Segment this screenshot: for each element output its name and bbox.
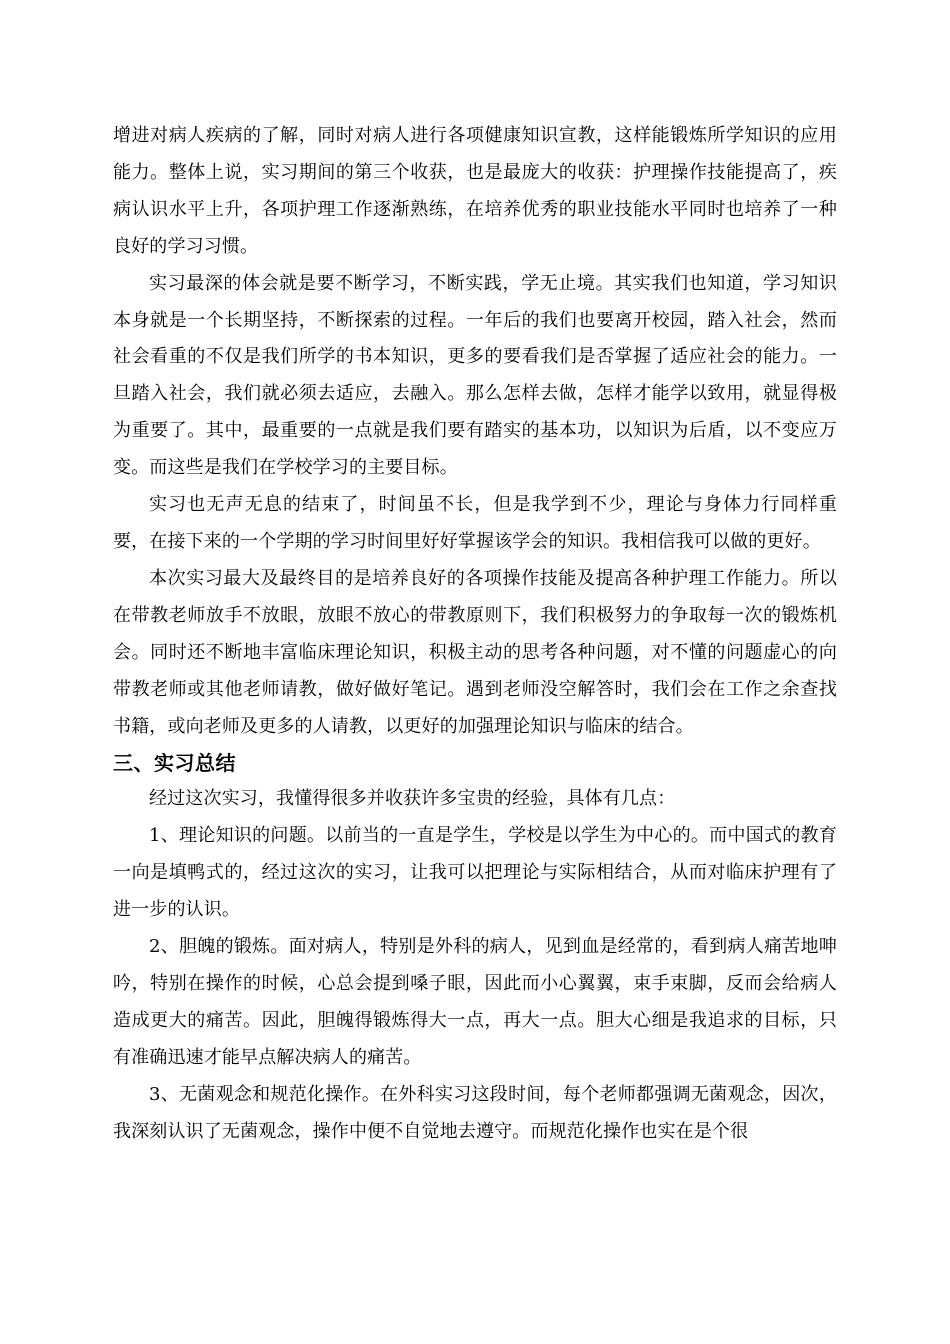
paragraph-continued: 增进对病人疾病的了解，同时对病人进行各项健康知识宣教，这样能锻炼所学知识的应用能力。整体上说，实习期间的第三个收获，也是最庞大的收获：护理操作技能提高了，疾病认识水平上升，各项护理工作逐渐熟练，在培养优秀的职业技能水平同时也培养了一种良好的学习习惯。: [113, 125, 837, 257]
paragraph-point-theory: 1、理论知识的问题。以前当的一直是学生，学校是以学生为中心的。而中国式的教育一向是填鸭式的，经过这次的实习，让我可以把理论与实际相结合，从而对临床护理有了进一步的认识。: [113, 825, 837, 921]
paragraph-internship-end: 实习也无声无息的结束了，时间虽不长，但是我学到不少，理论与身体力行同样重要，在接下来的一个学期的学习时间里好好掌握该学会的知识。我相信我可以做的更好。: [113, 494, 837, 552]
paragraph-point-aseptic: 3、无菌观念和规范化操作。在外科实习这段时间，每个老师都强调无菌观念，因次，我深刻认识了无菌观念，操作中便不自觉地去遵守。而规范化操作也实在是个很: [113, 1083, 837, 1142]
document-body: [113, 118, 837, 1150]
paragraph-internship-goal: 本次实习最大及最终目的是培养良好的各项操作技能及提高各种护理工作能力。所以在带教老师放手不放眼，放眼不放心的带教原则下，我们积极努力的争取每一次的锻炼机会。同时还不断地丰富临床理论知识，积极主动的思考各种问题，对不懂的问题虚心的向带教老师或其他老师请教，做好做好笔记。遇到老师没空解答时，我们会在工作之余查找书籍，或向老师及更多的人请教，以更好的加强理论知识与临床的结合。: [113, 567, 837, 737]
section-heading: 三、实习总结: [113, 751, 236, 776]
paragraph-point-courage: 2、胆魄的锻炼。面对病人，特别是外科的病人，见到血是经常的，看到病人痛苦地呻吟，特别在操作的时候，心总会提到嗓子眼，因此而小心翼翼，束手束脚，反而会给病人造成更大的痛苦。因此，胆魄得锻炼得大一点，再大一点。胆大心细是我追求的目标，只有准确迅速才能早点解决病人的痛苦。: [113, 936, 837, 1068]
paragraph-practice-insight: 实习最深的体会就是要不断学习，不断实践，学无止境。其实我们也知道，学习知识本身就是一个长期坚持，不断探索的过程。一年后的我们也要离开校园，踏入社会，然而社会看重的不仅是我们所学的书本知识，更多的要看我们是否掌握了适应社会的能力。一旦踏入社会，我们就必须去适应，去融入。那么怎样去做，怎样才能学以致用，就显得极为重要了。其中，最重要的一点就是我们要有踏实的基本功，以知识为后盾，以不变应万变。而这些是我们在学校学习的主要目标。: [113, 272, 837, 479]
paragraph-summary-intro: 经过这次实习，我懂得很多并收获许多宝贵的经验，具体有几点：: [149, 788, 676, 810]
